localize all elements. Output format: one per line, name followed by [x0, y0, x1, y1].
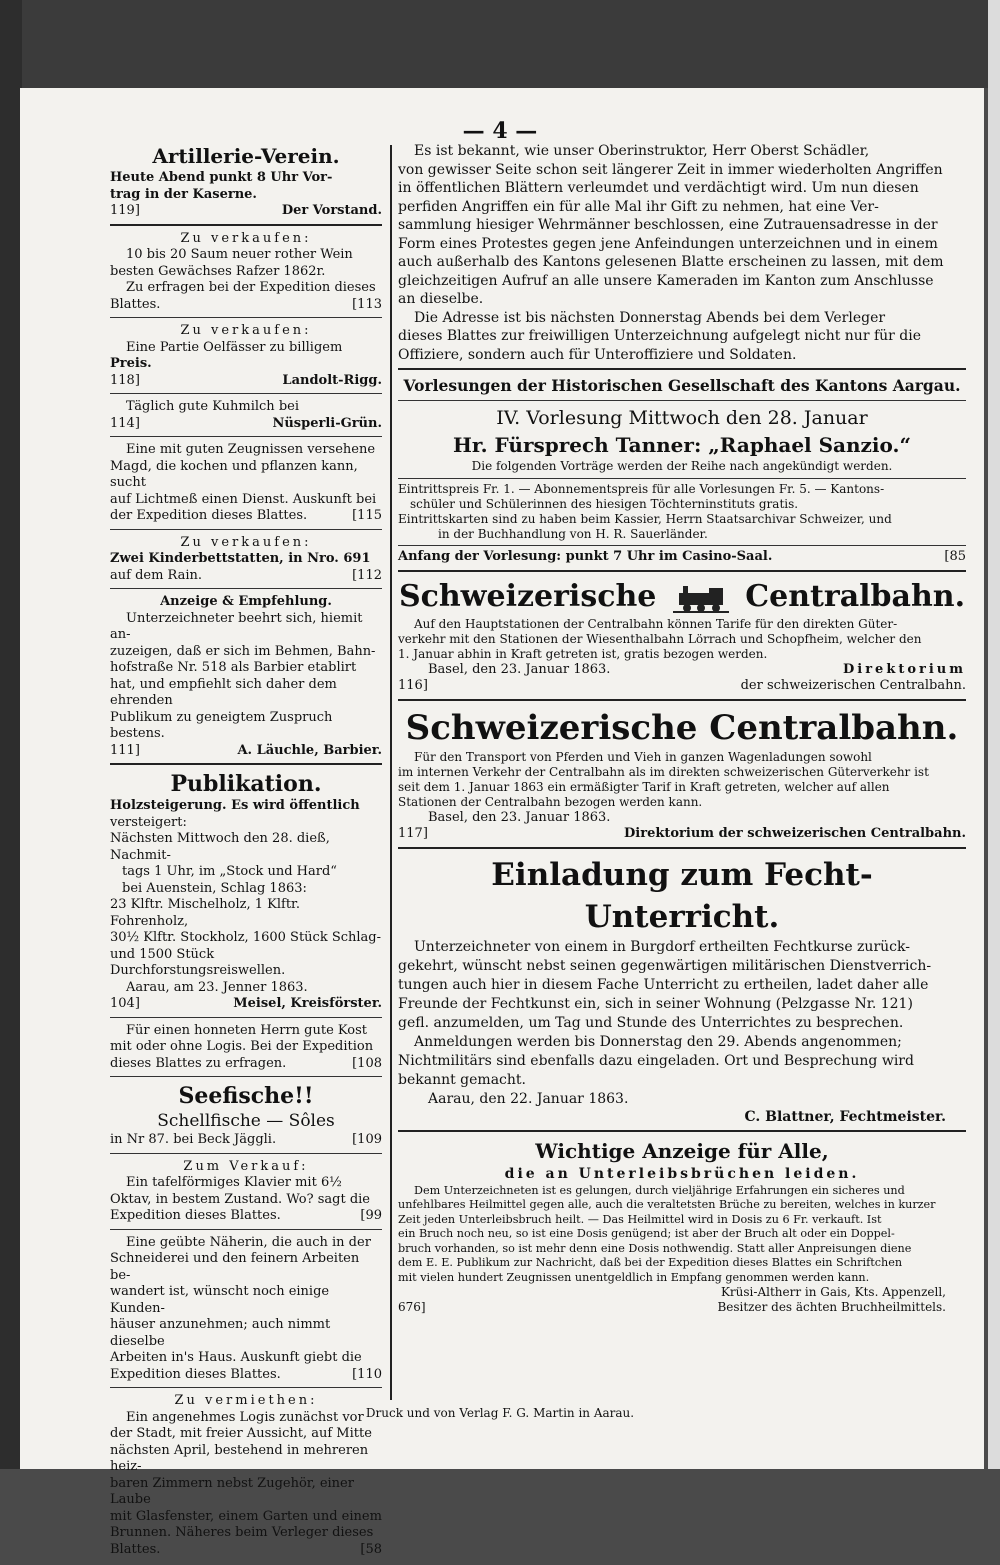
- ad-line: Eine Partie Oelfässer zu billigem: [126, 339, 343, 355]
- ad-line: Dem Unterzeichneten ist es gelungen, durch vieljährige Erfahrungen ein sicheres und: [414, 1183, 905, 1197]
- ad-line: bekannt gemacht.: [398, 1071, 526, 1088]
- ad-line: Oktav, in bestem Zustand. Wo? sagt die: [110, 1191, 370, 1207]
- ad-seefische: [110, 1080, 382, 1154]
- ad-heading: Zu verkaufen:: [180, 534, 312, 550]
- ad-date: Aarau, den 22. Januar 1863.: [428, 1090, 629, 1107]
- ad-line: nächsten April, bestehend in mehreren heiz-: [110, 1442, 369, 1474]
- ad-line: mit Glasfenster, einem Garten und einem: [110, 1508, 382, 1524]
- ad-bruch: [398, 1135, 966, 1320]
- lecture-detail-line: Eintrittspreis Fr. 1. — Abonnementspreis für alle Vorlesungen Fr. 5. — Kantons-: [398, 482, 885, 496]
- ad-line: Nichtmilitärs sind ebenfalls dazu eingeladen. Ort und Besprechung wird: [398, 1052, 914, 1069]
- ad-number: 114]: [110, 415, 140, 431]
- ad-kuhmilch: [110, 397, 382, 437]
- ad-line: häuser anzunehmen; auch nimmt dieselbe: [110, 1317, 331, 1349]
- centralbahn-title: Schweizerische Centralbahn.: [405, 707, 959, 748]
- ad-signature: Krüsi-Altherr in Gais, Kts. Appenzell,: [720, 1285, 946, 1299]
- ad-centralbahn-1: [398, 575, 966, 701]
- ad-line: dem E. E. Publikum zur Nachricht, daß bei der Expedition dieses Blattes ein Schriftchen: [398, 1256, 903, 1269]
- ad-line: Eine mit guten Zeugnissen versehene: [126, 442, 376, 457]
- lecture-detail-line: in der Buchhandlung von H. R. Sauerländer.: [438, 527, 708, 541]
- ad-line: verkehr mit den Stationen der Wiesenthalbahn Lörrach und Schopfheim, welcher den: [398, 631, 922, 646]
- ad-signature: Nüsperli-Grün.: [272, 415, 382, 431]
- ad-signature-2: der schweizerischen Centralbahn.: [740, 678, 966, 693]
- notice-line: an dieselbe.: [398, 291, 484, 307]
- ad-signature: Meisel, Kreisförster.: [233, 996, 382, 1011]
- lecture-details: [398, 478, 966, 542]
- ad-date: Basel, den 23. Januar 1863.: [428, 809, 611, 825]
- fecht-title: Einladung zum Fecht-Unterricht.: [491, 856, 873, 935]
- ad-line: der Expedition dieses Blattes.: [110, 508, 308, 523]
- ad-line: Täglich gute Kuhmilch bei: [126, 399, 299, 414]
- ad-line: tungen auch hier in diesem Fache Unterricht zu ertheilen, ladet daher alle: [398, 976, 929, 993]
- centralbahn-title-a: Schweizerische: [398, 578, 657, 614]
- ad-number: [112: [352, 567, 382, 583]
- column-divider: [390, 145, 392, 1400]
- ad-line: ein Bruch noch neu, so ist eine Dosis genügend; ist aber der Bruch alt oder ein Doppel-: [398, 1227, 895, 1240]
- ad-centralbahn-2: [398, 704, 966, 849]
- printer-footer: Druck und von Verlag F. G. Martin in Aarau.: [365, 1406, 635, 1420]
- ad-line: Unterzeichneter beehrt sich, hiemit an-: [110, 610, 363, 642]
- notice-line: perfiden Angriffen ein für alle Mal ihr Gift zu nehmen, hat eine Ver-: [398, 198, 879, 215]
- notice-schaedler: [398, 140, 966, 370]
- ad-number: [115: [352, 508, 382, 523]
- notice-line: Offiziere, sondern auch für Unteroffiziere und Soldaten.: [398, 346, 797, 363]
- ad-line: Unterzeichneter von einem in Burgdorf ertheilten Fechtkurse zurück-: [414, 938, 910, 955]
- ad-fecht: [398, 852, 966, 1132]
- ad-line: Zeit jeden Unterleibsbruch heilt. — Das Heilmittel wird in Dosis zu 6 Fr. verkauft. Ist: [398, 1212, 882, 1226]
- ad-number: 104]: [110, 996, 140, 1011]
- ad-signature: Landolt-Rigg.: [282, 372, 382, 388]
- ad-number: [113: [352, 296, 382, 312]
- ad-signature: Direktorium: [842, 661, 966, 677]
- ad-wein: [110, 229, 382, 319]
- ad-barbier: [110, 592, 382, 765]
- ad-number: 119]: [110, 203, 140, 218]
- ad-line: 10 bis 20 Saum neuer rother Wein: [126, 247, 353, 262]
- lecture-line1: IV. Vorlesung Mittwoch den 28. Januar: [496, 407, 868, 429]
- locomotive-icon: [673, 583, 729, 613]
- ad-line: mit vielen hundert Zeugnissen unentgeldlich in Empfang genommen werden kann.: [398, 1270, 870, 1284]
- lecture-start: Anfang der Vorlesung: punkt 7 Uhr im Casino-Saal.: [398, 549, 773, 564]
- lecture-line3: Die folgenden Vorträge werden der Reihe nach angekündigt werden.: [471, 459, 893, 473]
- ad-line: dieses Blattes zu erfragen.: [110, 1055, 287, 1071]
- ad-heading: Zu verkaufen:: [180, 230, 312, 246]
- scan-edge-left: [0, 0, 22, 1469]
- ad-line: zuzeigen, daß er sich im Behmen, Bahn-: [110, 643, 376, 659]
- ad-line: Ein angenehmes Logis zunächst vor: [126, 1409, 364, 1425]
- notice-line: in öffentlichen Blättern verleumdet und verdächtigt wird. Um nun diesen: [398, 180, 919, 196]
- ad-title: Artillerie-Verein.: [152, 144, 340, 168]
- bruch-title: Wichtige Anzeige für Alle,: [535, 1138, 829, 1163]
- ad-heading: Zu vermiethen:: [174, 1393, 318, 1408]
- ad-line: trag in der Kaserne.: [110, 186, 257, 202]
- lecture-detail-line: Eintrittskarten sind zu haben beim Kassier, Herrn Staatsarchivar Schweizer, und: [398, 512, 892, 526]
- ad-number: 117]: [398, 826, 428, 841]
- ad-line: Anmeldungen werden bis Donnerstag den 29. Abends angenommen;: [414, 1033, 902, 1050]
- ad-kinderbett: [110, 533, 382, 590]
- centralbahn-title-b: Centralbahn.: [745, 578, 966, 614]
- ad-line: Für den Transport von Pferden und Vieh in ganzen Wagenladungen sowohl: [414, 749, 872, 764]
- ad-line: tags 1 Uhr, im „Stock und Hard“: [122, 864, 337, 879]
- ad-line: hofstraße Nr. 518 als Barbier etablirt: [110, 660, 357, 675]
- ad-line: hat, und empfiehlt sich daher dem ehrenden: [110, 676, 337, 708]
- ad-line: Stationen der Centralbahn bezogen werden kann.: [398, 794, 703, 809]
- ad-line: Blattes.: [110, 296, 161, 312]
- ad-line: auf dem Rain.: [110, 567, 203, 583]
- notice-line: auch außerhalb des Kantons gelesenen Blatte erscheinen zu lassen, mit dem: [398, 254, 944, 270]
- ad-line: 30½ Klftr. Stockholz, 1600 Stück Schlag-: [110, 930, 382, 945]
- lecture-line2: Hr. Fürsprech Tanner: „Raphael Sanzio.“: [453, 433, 911, 457]
- ad-line: Arbeiten in's Haus. Auskunft giebt die: [110, 1350, 362, 1365]
- ad-number: [109: [352, 1132, 382, 1147]
- ad-artillerie: [110, 140, 382, 226]
- ad-number: 676]: [398, 1300, 426, 1314]
- ad-line: Auf den Hauptstationen der Centralbahn können Tarife für den direkten Güter-: [414, 616, 898, 631]
- notice-line: dieses Blattes zur freiwilligen Unterzeichnung aufgelegt nicht nur für die: [398, 328, 922, 344]
- ad-number: 118]: [110, 372, 140, 388]
- ad-klavier: [110, 1157, 382, 1230]
- ad-signature: A. Läuchle, Barbier.: [237, 742, 382, 758]
- ad-number: [85: [944, 549, 966, 564]
- notice-line: Es ist bekannt, wie unser Oberinstruktor, Herr Oberst Schädler,: [414, 143, 870, 159]
- ad-line: bruch vorhanden, so ist mehr denn eine Dosis nothwendig. Statt aller Anpreisungen diene: [398, 1241, 912, 1255]
- lecture-title: Vorlesungen der Historischen Gesellschaft des Kantons Aargau.: [398, 375, 966, 401]
- ad-line: Preis.: [110, 356, 152, 371]
- ad-line: seit dem 1. Januar 1863 ein ermäßigter Tarif in Kraft getreten, welcher auf allen: [398, 779, 890, 794]
- ad-lecture: [398, 373, 966, 572]
- ad-line: Aarau, am 23. Jenner 1863.: [126, 979, 308, 995]
- ad-line: Magd, die kochen und pflanzen kann, sucht: [110, 458, 358, 490]
- left-column: [110, 140, 382, 1565]
- ad-date: Basel, den 23. Januar 1863.: [428, 661, 611, 677]
- ad-line: Zu erfragen bei der Expedition dieses: [126, 280, 376, 295]
- notice-line: sammlung hiesiger Wehrmänner beschlossen, eine Zutrauensadresse in der: [398, 217, 938, 233]
- ad-line: Heute Abend punkt 8 Uhr Vor-: [110, 170, 333, 185]
- ad-line: Expedition dieses Blattes.: [110, 1208, 281, 1223]
- ad-number: [99: [360, 1208, 382, 1223]
- ad-heading: Zum Verkauf:: [183, 1158, 309, 1174]
- notice-line: von gewisser Seite schon seit längerer Zeit in immer wiederholten Angriffen: [398, 161, 943, 178]
- ad-line: im internen Verkehr der Centralbahn als im direkten schweizerischen Güterverkehr ist: [398, 764, 929, 779]
- ad-line: Publikum zu geneigtem Zuspruch bestens.: [110, 709, 333, 741]
- ad-subtitle: Schellfische — Sôles: [157, 1111, 335, 1131]
- ad-number: [58: [360, 1541, 382, 1557]
- ad-number: 116]: [398, 678, 428, 693]
- ad-line: Blattes.: [110, 1541, 161, 1557]
- lecture-detail-line: schüler und Schülerinnen des hiesigen Töchterninstituts gratis.: [410, 497, 799, 511]
- ad-signature: Der Vorstand.: [281, 203, 382, 218]
- bruch-subtitle: die an Unterleibsbrüchen leiden.: [504, 1165, 860, 1182]
- ad-line: und 1500 Stück Durchforstungsreiswellen.: [110, 946, 286, 978]
- ad-kost: [110, 1021, 382, 1078]
- notice-line: Die Adresse ist bis nächsten Donnerstag Abends bei dem Verleger: [414, 309, 886, 326]
- ad-line: Eine geübte Näherin, die auch in der: [126, 1234, 371, 1250]
- ad-line: Für einen honneten Herrn gute Kost: [126, 1022, 368, 1038]
- ad-number: 111]: [110, 742, 140, 758]
- ad-line: Schneiderei und den feinern Arbeiten be-: [110, 1251, 360, 1283]
- ad-signature: Direktorium der schweizerischen Centralbahn.: [624, 826, 966, 841]
- ad-signature: C. Blattner, Fechtmeister.: [744, 1108, 946, 1125]
- ad-line: baren Zimmern nebst Zugehör, einer Laube: [110, 1475, 354, 1507]
- ad-line: unfehlbares Heilmittel gegen alle, auch die veraltetsten Brüche zu bereiten, welches in kurzer: [398, 1198, 936, 1211]
- ad-line: auf Lichtmeß einen Dienst. Auskunft bei: [110, 491, 377, 507]
- ad-heading: Anzeige & Empfehlung.: [160, 594, 332, 609]
- ad-line: Zwei Kinderbettstatten, in Nro. 691: [110, 551, 371, 566]
- ad-line: wandert ist, wünscht noch einige Kunden-: [110, 1284, 330, 1316]
- ad-line: Expedition dieses Blattes.: [110, 1366, 281, 1382]
- ad-heading: Zu verkaufen:: [180, 323, 312, 338]
- ad-magd: [110, 440, 382, 530]
- ad-line: Ein tafelförmiges Klavier mit 6½: [126, 1175, 342, 1190]
- ad-line: mit oder ohne Logis. Bei der Expedition: [110, 1039, 374, 1054]
- ad-line: 23 Klftr. Mischelholz, 1 Klftr. Fohrenholz,: [110, 897, 300, 929]
- scan-background-top: [0, 0, 1000, 88]
- ad-title: Seefische!!: [178, 1083, 314, 1109]
- ad-number: [110: [352, 1366, 382, 1382]
- ad-line: in Nr 87. bei Beck Jäggli.: [110, 1132, 277, 1147]
- ad-line: besten Gewächses Rafzer 1862r.: [110, 263, 326, 279]
- right-column: [398, 140, 966, 1322]
- ad-line: versteigert:: [110, 814, 187, 830]
- ad-line: gekehrt, wünscht nebst seinen gegenwärtigen militärischen Dienstverrich-: [398, 957, 932, 974]
- ad-line: der Stadt, mit freier Aussicht, auf Mitte: [110, 1426, 372, 1441]
- ad-publikation: [110, 768, 382, 1018]
- ad-line: Brunnen. Näheres beim Verleger dieses: [110, 1525, 374, 1540]
- ad-line: gefl. anzumelden, um Tag und Stunde des Unterrichtes zu besprechen.: [398, 1014, 904, 1031]
- ad-line: bei Auenstein, Schlag 1863:: [122, 880, 307, 896]
- notice-line: gleichzeitigen Aufruf an alle unsere Kameraden im Kanton zum Anschlusse: [398, 272, 934, 289]
- ad-naeherin: [110, 1233, 382, 1389]
- ad-oelfaesser: [110, 321, 382, 394]
- ad-number: [108: [352, 1055, 382, 1071]
- ad-line: Nächsten Mittwoch den 28. dieß, Nachmit-: [110, 831, 330, 863]
- scan-edge-right: [988, 0, 1000, 1469]
- ad-signature-2: Besitzer des ächten Bruchheilmittels.: [717, 1300, 946, 1314]
- ad-line: Holzsteigerung. Es wird öffentlich: [110, 798, 360, 813]
- page-number: — 4 —: [462, 118, 538, 144]
- ad-line: Freunde der Fechtkunst ein, sich in seiner Wohnung (Pelzgasse Nr. 121): [398, 995, 913, 1012]
- notice-line: Form eines Protestes gegen jene Anfeindungen unterzeichnen und in einem: [398, 235, 938, 252]
- ad-title: Publikation.: [170, 771, 322, 797]
- ad-line: 1. Januar abhin in Kraft getreten ist, gratis bezogen werden.: [398, 646, 768, 661]
